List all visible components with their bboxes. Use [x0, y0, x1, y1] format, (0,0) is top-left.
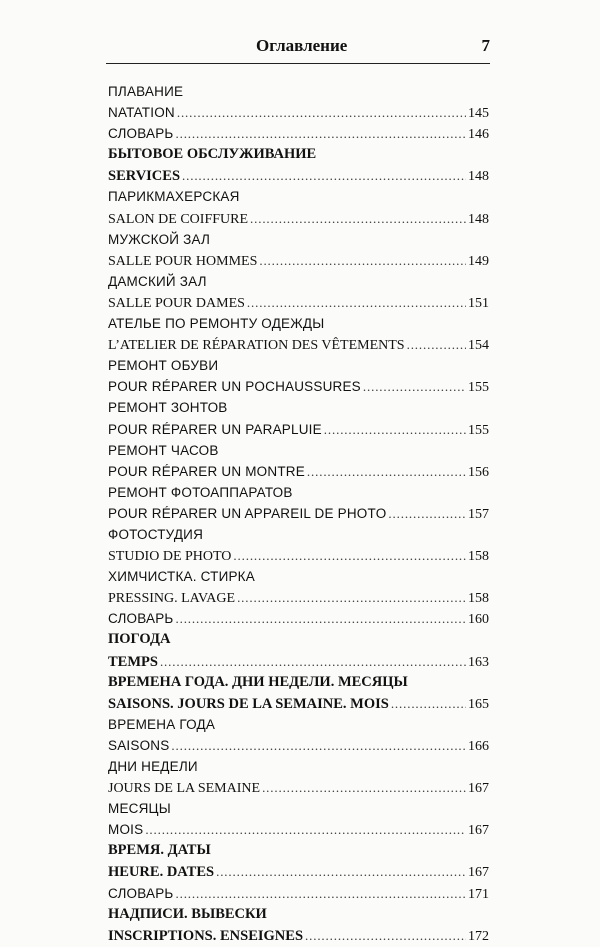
dot-leader: [262, 777, 466, 799]
dot-leader: [176, 608, 467, 630]
toc-entry-text: РЕМОНТ ЧАСОВ: [108, 442, 219, 458]
toc-entry-page: 157: [468, 506, 489, 522]
toc-entry-page: 172: [468, 928, 489, 944]
toc-entry: [108, 186, 489, 207]
toc-entry-text: МУЖСКОЙ ЗАЛ: [108, 231, 211, 247]
toc-entry-text: SERVICES: [108, 168, 181, 185]
toc-entry-page: 155: [468, 422, 489, 438]
toc-entry-text: МЕСЯЦЫ: [108, 801, 171, 817]
toc-entry-text: РЕМОНТ ЗОНТОВ: [108, 400, 228, 416]
toc-entry-text: TEMPS: [108, 653, 158, 670]
toc-entry: [108, 419, 489, 440]
toc-entry: [108, 208, 489, 229]
toc-entry: [108, 714, 489, 735]
toc-entry: [108, 165, 489, 186]
page-title: Оглавление: [256, 36, 348, 55]
toc-entry-text: POUR RÉPARER UN APPAREIL DE PHOTO: [108, 505, 387, 521]
page-number: 7: [481, 36, 490, 55]
toc-entry-text: ДАМСКИЙ ЗАЛ: [108, 273, 207, 289]
toc-entry: [108, 81, 489, 102]
toc-entry-page: 146: [468, 127, 489, 143]
toc-entry-text: INSCRIPTIONS. ENSEIGNES: [108, 927, 304, 944]
toc-entry-page: 145: [468, 106, 489, 122]
toc-entry: [108, 334, 489, 355]
toc-entry-text: СЛОВАРЬ: [108, 611, 174, 627]
toc-entry: [108, 925, 489, 946]
toc-entry-text: SALLE POUR HOMMES: [108, 253, 258, 269]
dot-leader: [237, 587, 466, 609]
dot-leader: [391, 693, 466, 715]
toc-entry: [108, 735, 489, 756]
toc-entry: [108, 144, 489, 165]
toc-entry: [108, 524, 489, 545]
toc-entry-text: SAISONS: [108, 737, 170, 753]
dot-leader: [247, 292, 466, 314]
toc-entry-text: ПЛАВАНИЕ: [108, 84, 184, 99]
dot-leader: [388, 503, 466, 525]
toc-entry-text: НАДПИСИ. ВЫВЕСКИ: [108, 905, 267, 922]
toc-entry: [108, 503, 489, 524]
toc-entry-text: ПОГОДА: [108, 631, 171, 648]
toc-entry-text: SALLE POUR DAMES: [108, 295, 245, 311]
toc-entry: [108, 482, 489, 503]
toc-entry: [108, 545, 489, 566]
toc-entry-text: HEURE. DATES: [108, 864, 215, 881]
toc-entry-page: 148: [468, 211, 489, 227]
toc-entry-text: JOURS DE LA SEMAINE: [108, 781, 261, 797]
toc-entry-page: 158: [468, 549, 489, 565]
toc-entry-page: 155: [468, 380, 489, 396]
toc-entry-text: ФОТОСТУДИЯ: [108, 526, 204, 542]
dot-leader: [171, 735, 466, 757]
toc-entry: [108, 229, 489, 250]
toc-entry: [108, 397, 489, 418]
toc-entry: [108, 102, 489, 123]
dot-leader: [259, 250, 466, 272]
toc-entry-page: 166: [468, 738, 489, 754]
toc-entry: [108, 292, 489, 313]
toc-entry: [108, 883, 489, 904]
toc-entry-page: 160: [468, 612, 489, 628]
toc-entry: [108, 904, 489, 925]
toc-entry: [108, 376, 489, 397]
dot-leader: [145, 819, 466, 841]
toc-entry: [108, 756, 489, 777]
dot-leader: [250, 208, 466, 230]
toc-entry-text: СЛОВАРЬ: [108, 885, 174, 901]
toc-entry: [108, 123, 489, 144]
toc-entry-text: РЕМОНТ ОБУВИ: [108, 358, 219, 374]
toc-entry-text: АТЕЛЬЕ ПО РЕМОНТУ ОДЕЖДЫ: [108, 316, 325, 332]
toc-entry: [108, 861, 489, 882]
header-rule: [106, 63, 490, 64]
toc-entry: [108, 629, 489, 650]
toc-entry-text: POUR RÉPARER UN MONTRE: [108, 463, 305, 479]
toc-entry-text: ХИМЧИСТКА. СТИРКА: [108, 569, 255, 585]
toc-entry-text: SAISONS. JOURS DE LA SEMAINE. MOIS: [108, 695, 389, 712]
dot-leader: [305, 925, 466, 947]
dot-leader: [177, 102, 466, 124]
toc-entry-text: SALON DE COIFFURE: [108, 211, 249, 227]
toc-entry: [108, 587, 489, 608]
toc-entry: [108, 777, 489, 798]
toc-entry: [108, 461, 489, 482]
page-header: [106, 36, 490, 56]
toc-entry: [108, 566, 489, 587]
toc-entry-page: 167: [468, 823, 489, 839]
toc-entry-page: 165: [468, 696, 489, 712]
toc-entry-page: 167: [468, 865, 489, 881]
toc-entry-text: БЫТОВОЕ ОБСЛУЖИВАНИЕ: [108, 146, 317, 163]
toc-entry: [108, 840, 489, 861]
toc-entry-page: 149: [468, 253, 489, 269]
table-of-contents: [108, 81, 489, 946]
toc-entry-page: 163: [468, 654, 489, 670]
toc-entry-page: 167: [468, 781, 489, 797]
toc-entry-text: ВРЕМЯ. ДАТЫ: [108, 842, 211, 859]
toc-entry-page: 148: [468, 169, 489, 185]
toc-entry-text: POUR RÉPARER UN POCHAUSSURES: [108, 379, 361, 395]
toc-entry-text: NATATION: [108, 105, 175, 121]
toc-entry-page: 154: [468, 338, 489, 354]
toc-entry-text: L’ATELIER DE RÉPARATION DES VÊTEMENTS: [108, 338, 405, 354]
toc-entry-page: 156: [468, 464, 489, 480]
dot-leader: [176, 883, 467, 905]
toc-entry: [108, 608, 489, 629]
toc-entry-page: 158: [468, 591, 489, 607]
toc-entry: [108, 355, 489, 376]
toc-entry-text: ДНИ НЕДЕЛИ: [108, 759, 198, 774]
toc-entry-text: ВРЕМЕНА ГОДА: [108, 716, 216, 732]
dot-leader: [407, 334, 466, 356]
toc-entry-text: РЕМОНТ ФОТОАППАРАТОВ: [108, 484, 293, 500]
toc-entry: [108, 313, 489, 334]
dot-leader: [363, 376, 466, 398]
toc-entry: [108, 819, 489, 840]
toc-entry: [108, 440, 489, 461]
toc-entry-text: MOIS: [108, 822, 144, 838]
toc-entry-text: STUDIO DE PHOTO: [108, 549, 232, 565]
dot-leader: [324, 419, 466, 441]
toc-entry-text: POUR RÉPARER UN PARAPLUIE: [108, 421, 322, 437]
toc-entry-text: ПАРИКМАХЕРСКАЯ: [108, 189, 240, 205]
dot-leader: [160, 651, 466, 673]
dot-leader: [182, 165, 466, 187]
toc-entry: [108, 672, 489, 693]
dot-leader: [176, 123, 467, 145]
toc-entry: [108, 651, 489, 672]
toc-entry: [108, 798, 489, 819]
toc-entry: [108, 250, 489, 271]
toc-entry: [108, 271, 489, 292]
dot-leader: [216, 861, 466, 883]
toc-entry-text: PRESSING. LAVAGE: [108, 591, 236, 607]
toc-entry-text: СЛОВАРЬ: [108, 126, 174, 142]
dot-leader: [307, 461, 466, 483]
toc-entry-page: 151: [468, 295, 489, 311]
toc-entry-text: ВРЕМЕНА ГОДА. ДНИ НЕДЕЛИ. МЕСЯЦЫ: [108, 673, 408, 690]
dot-leader: [233, 545, 466, 567]
toc-entry-page: 171: [468, 886, 489, 902]
toc-entry: [108, 693, 489, 714]
